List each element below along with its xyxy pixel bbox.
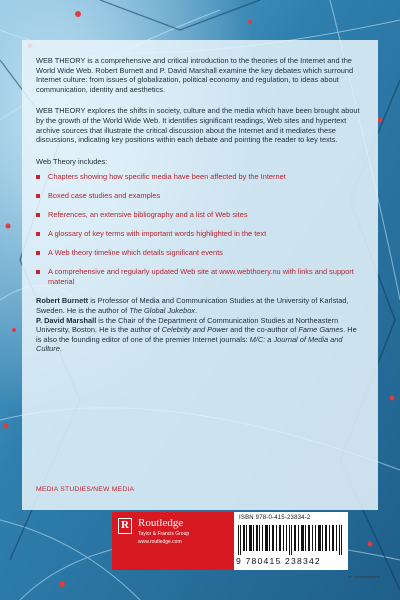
feature-item: References, an extensive bibliography and a list of Web sites	[36, 210, 364, 220]
feature-item: A glossary of key terms with important words highlighted in the text	[36, 229, 364, 239]
bullet-square-icon	[36, 194, 40, 198]
subject-category-label: MEDIA STUDIES/NEW MEDIA	[36, 486, 135, 493]
feature-item: Boxed case studies and examples	[36, 191, 364, 201]
bullet-square-icon	[36, 213, 40, 217]
routledge-logo-icon: R	[118, 518, 132, 534]
book-title: Celebrity and Power	[161, 325, 229, 335]
barcode-icon	[238, 525, 344, 555]
bullet-square-icon	[36, 251, 40, 255]
book-title: Fame Games	[298, 325, 344, 335]
feature-list-heading: Web Theory includes:	[36, 156, 108, 166]
book-title: The Global Jukebox	[129, 306, 195, 315]
publisher-url: www.routledge.com	[138, 539, 182, 545]
journal-title: M/C: a Journal of Media and Culture	[36, 334, 343, 354]
bullet-square-icon	[36, 232, 40, 236]
publisher-group: Taylor & Francis Group	[138, 531, 190, 537]
barcode-number: 9 780415 238342	[236, 556, 321, 566]
author-name-marshall: P. David Marshall	[36, 315, 97, 325]
isbn-barcode-block	[234, 512, 348, 570]
feature-list	[36, 172, 364, 287]
intro-paragraph-1: WEB THEORY is a comprehensive and critical introduction to the theories of the Internet and the World Wide Web. Robert Burnett and P. David Marshall examine the key debates which surround Internet culture: from issues of globalization, political economy and regulation, to ideas about communication, identity and aesthetics.	[36, 56, 354, 94]
publisher-name: Routledge	[138, 517, 184, 529]
back-cover-text-panel	[22, 40, 378, 510]
informa-business-note: an informa business	[348, 575, 381, 579]
intro-paragraph-2: WEB THEORY explores the shifts in society, culture and the media which have been brought about by the growth of the World Wide Web. It identifies significant readings, Web sites and hypertext archive sources that illustrate the critical discussion about the Internet and it mediates these discussions, indicating key positions within each debate and pointing the reader to key texts.	[36, 106, 360, 145]
feature-item: A comprehensive and regularly updated Web site at www.webthoery.nu with links and support material	[36, 267, 364, 286]
bullet-square-icon	[36, 175, 40, 179]
author-bios: Robert Burnett is Professor of Media and Communication Studies at the University of Karlstad, Sweden. He is the author of The Global Jukebox. P. David Marshall is the Chair of the Department of Communication Studies at Northeastern University, Boston. He is the author of Celebrity and Power and the co-author of Fame Games. He is also the founding editor of one of the premier Internet journals: M/C: a Journal of Media and Culture.	[36, 296, 357, 354]
feature-item: Chapters showing how specific media have been affected by the Internet	[36, 172, 364, 182]
author-name-burnett: Robert Burnett	[36, 296, 89, 306]
publisher-logo-block	[112, 512, 234, 570]
feature-item: A Web theory timeline which details significant events	[36, 248, 364, 258]
bullet-square-icon	[36, 270, 40, 274]
isbn-label: ISBN 978-0-415-23834-2	[239, 515, 311, 521]
